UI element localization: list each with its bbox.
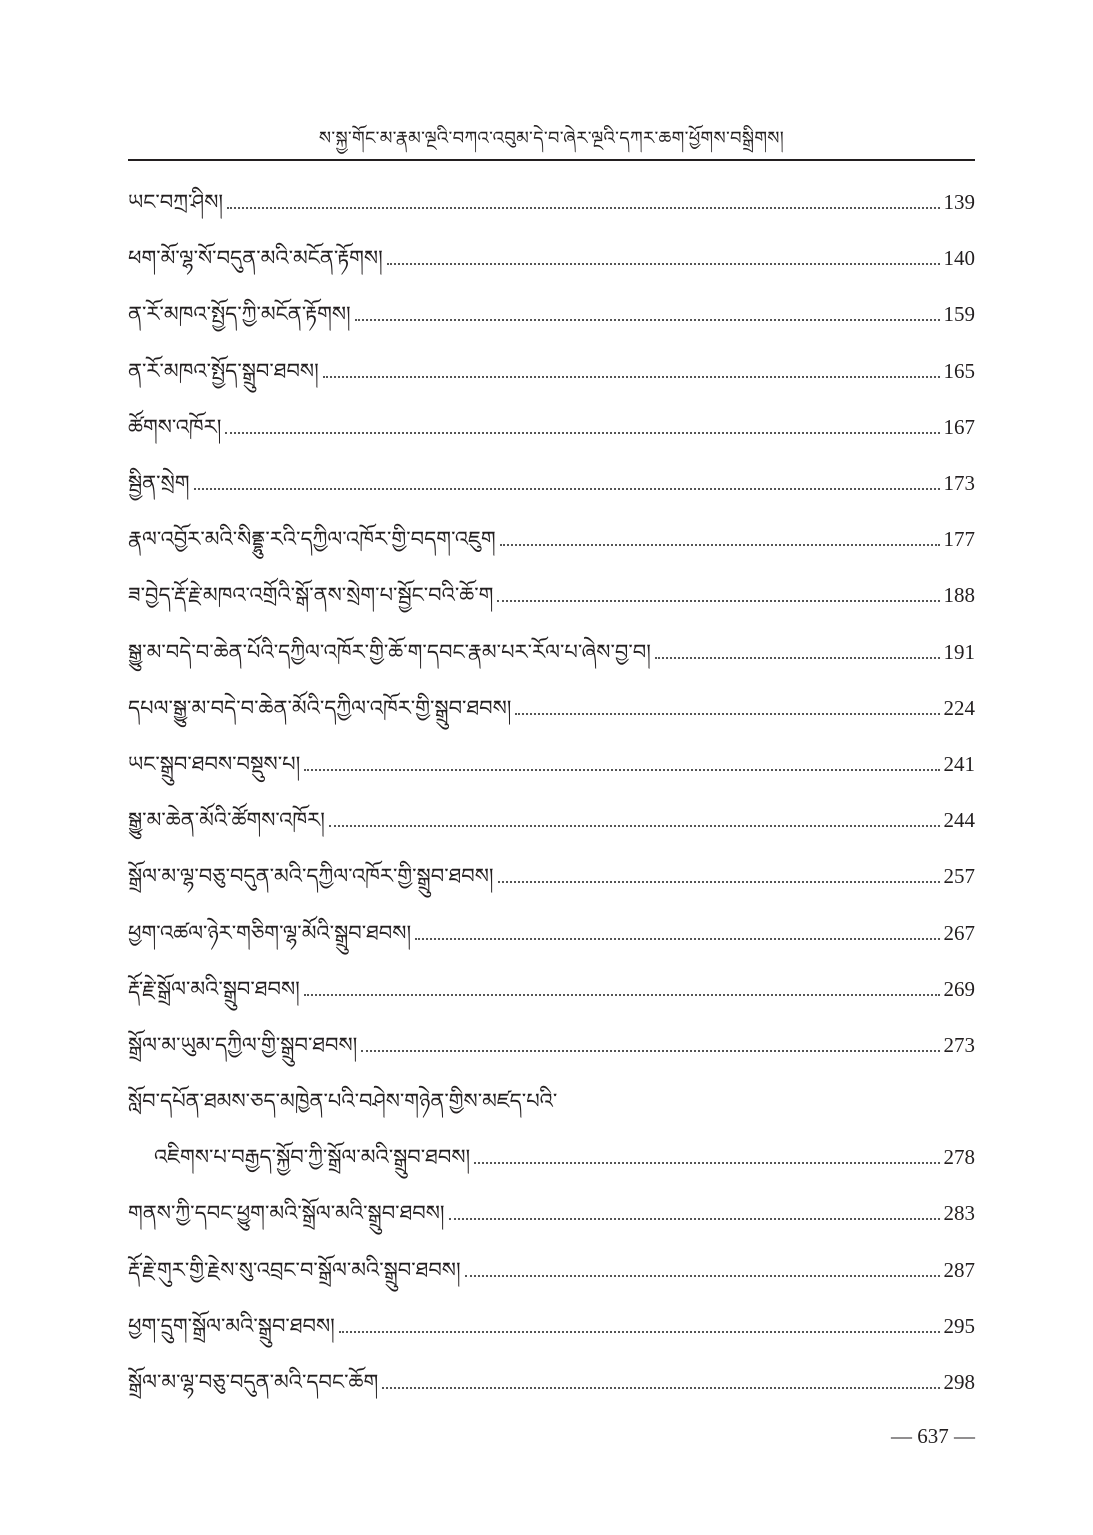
toc-entry-title: སྦྱིན་སྲེག <box>128 471 190 496</box>
toc-entry <box>128 1354 975 1410</box>
toc-entry-page: 244 <box>943 808 975 833</box>
toc-entry-page: 165 <box>943 358 975 383</box>
table-of-contents <box>128 174 975 1410</box>
toc-entry-page: 140 <box>943 246 975 271</box>
toc-entry <box>128 343 975 399</box>
toc-entry-title: ཡང་སྒྲུབ་ཐབས་བསྡུས་པ། <box>128 751 301 776</box>
toc-entry-page: 269 <box>943 976 975 1001</box>
toc-entry-page: 173 <box>943 471 975 496</box>
dot-leader <box>382 1387 939 1389</box>
toc-entry-page: 167 <box>943 414 975 439</box>
toc-entry-title: འཇིགས་པ་བརྒྱད་སྐྱོབ་ཀྱི་སྒྲོལ་མའི་སྒྲུབ་ཐབས། <box>154 1145 471 1170</box>
toc-entry-page: 177 <box>943 527 975 552</box>
dot-leader <box>655 657 940 659</box>
toc-entry-title: རྣལ་འབྱོར་མའི་སིནྡྷུ་རའི་དཀྱིལ་འཁོར་གྱི་བདག་འཇུག <box>128 527 496 552</box>
toc-entry-title: སྒྱུ་མ་བདེ་བ་ཆེན་པོའི་དཀྱིལ་འཁོར་གྱི་ཆོ་ག་དབང་རྣམ་པར་རོལ་པ་ཞེས་བྱ་བ། <box>128 639 651 664</box>
dot-leader <box>355 319 940 321</box>
toc-entry <box>128 1129 975 1185</box>
dot-leader <box>415 938 939 940</box>
toc-entry-page: 295 <box>943 1313 975 1338</box>
toc-entry <box>128 230 975 286</box>
dot-leader <box>304 994 940 996</box>
toc-entry-title: སྒྲོལ་མ་ཡུམ་དཀྱིལ་གྱི་སྒྲུབ་ཐབས། <box>128 1032 358 1057</box>
toc-entry <box>128 904 975 960</box>
dot-leader <box>304 769 939 771</box>
toc-entry <box>128 399 975 455</box>
toc-entry <box>128 286 975 342</box>
page-number: — 637 — <box>891 1424 975 1448</box>
toc-entry <box>128 1185 975 1241</box>
toc-entry-title: སྒྱུ་མ་ཆེན་མོའི་ཚོགས་འཁོར། <box>128 808 325 833</box>
toc-entry-title: རྡོ་རྗེ་གུར་གྱི་རྗེས་སུ་འབྲང་བ་སྒྲོལ་མའི་སྒྲུབ་ཐབས། <box>128 1257 461 1282</box>
dot-leader <box>339 1331 940 1333</box>
toc-entry <box>128 1017 975 1073</box>
toc-entry <box>128 174 975 230</box>
toc-entry-title: དཔལ་སྒྱུ་མ་བདེ་བ་ཆེན་མོའི་དཀྱིལ་འཁོར་གྱི་སྒྲུབ་ཐབས། <box>128 695 512 720</box>
toc-entry-page: 159 <box>943 302 975 327</box>
toc-entry-title: སྒྲོལ་མ་ལྷ་བཅུ་བདུན་མའི་དཀྱིལ་འཁོར་གྱི་སྒྲུབ་ཐབས། <box>128 864 494 889</box>
toc-entry <box>128 736 975 792</box>
dot-leader <box>225 432 939 434</box>
toc-entry-title: ཕྱག་འཚལ་ཉེར་གཅིག་ལྷ་མོའི་སྒྲུབ་ཐབས། <box>128 920 412 945</box>
toc-entry <box>128 1242 975 1298</box>
toc-entry-page: 273 <box>943 1032 975 1057</box>
toc-entry-title: ན་རོ་མཁའ་སྤྱོད་སྒྲུབ་ཐབས། <box>128 358 319 383</box>
toc-entry-page: 298 <box>943 1370 975 1395</box>
dot-leader <box>500 544 940 546</box>
toc-entry <box>128 567 975 623</box>
toc-entry <box>128 792 975 848</box>
toc-entry <box>128 848 975 904</box>
toc-entry-title: གནས་ཀྱི་དབང་ཕྱུག་མའི་སྒྲོལ་མའི་སྒྲུབ་ཐབས། <box>128 1201 445 1226</box>
toc-entry <box>128 680 975 736</box>
toc-entry-page: 224 <box>943 695 975 720</box>
dot-leader <box>465 1275 940 1277</box>
dot-leader <box>449 1218 940 1220</box>
dot-leader <box>515 713 939 715</box>
toc-entry-title: ཕྱག་དྲུག་སྒྲོལ་མའི་སྒྲུབ་ཐབས། <box>128 1313 335 1338</box>
toc-entry <box>128 1298 975 1354</box>
toc-entry-page: 188 <box>943 583 975 608</box>
toc-entry <box>128 624 975 680</box>
toc-entry-page: 283 <box>943 1201 975 1226</box>
toc-entry-page: 241 <box>943 751 975 776</box>
toc-entry-page: 287 <box>943 1257 975 1282</box>
dot-leader <box>329 825 940 827</box>
dot-leader <box>498 881 940 883</box>
toc-entry-title: སྒྲོལ་མ་ལྷ་བཅུ་བདུན་མའི་དབང་ཆོག <box>128 1370 379 1395</box>
toc-entry-page: 139 <box>943 190 975 215</box>
toc-entry-page: 278 <box>943 1145 975 1170</box>
dot-leader <box>497 600 939 602</box>
toc-entry-title: རྡོ་རྗེ་སྒྲོལ་མའི་སྒྲུབ་ཐབས། <box>128 976 300 1001</box>
toc-entry-page: 267 <box>943 920 975 945</box>
toc-entry-title: ཕག་མོ་ལྷ་སོ་བདུན་མའི་མངོན་རྟོགས། <box>128 246 383 271</box>
toc-entry-title: ཡང་བཀྲ་ཤིས། <box>128 190 224 215</box>
toc-entry-title: ན་རོ་མཁའ་སྤྱོད་ཀྱི་མངོན་རྟོགས། <box>128 302 351 327</box>
toc-entry <box>128 961 975 1017</box>
dot-leader <box>194 488 940 490</box>
header-rule <box>128 159 975 161</box>
dot-leader <box>387 263 940 265</box>
dot-leader <box>361 1050 939 1052</box>
toc-entry-title: ཟ་བྱེད་རྡོ་རྗེ་མཁའ་འགྲོའི་སྒོ་ནས་སྲེག་པ་སྦྱོང་བའི་ཆོ་ག <box>128 583 494 608</box>
toc-entry <box>128 455 975 511</box>
dot-leader <box>323 376 940 378</box>
toc-entry-title: སློབ་དཔོན་ཐམས་ཅད་མཁྱེན་པའི་བཤེས་གཉེན་གྱིས་མཛད་པའི་ <box>128 1089 558 1114</box>
dot-leader <box>227 207 939 209</box>
toc-entry <box>128 1073 975 1129</box>
toc-entry <box>128 511 975 567</box>
toc-entry-title: ཚོགས་འཁོར། <box>128 414 222 439</box>
running-header-title: ས་སྐྱ་གོང་མ་རྣམ་ལྔའི་བཀའ་འབུམ་དེ་བ་ཞེར་ལྔའི་དཀར་ཆག་ཕྱོགས་བསྒྲིགས། <box>318 128 785 149</box>
dot-leader <box>474 1162 939 1164</box>
toc-entry-page: 257 <box>943 864 975 889</box>
toc-entry-page: 191 <box>943 639 975 664</box>
